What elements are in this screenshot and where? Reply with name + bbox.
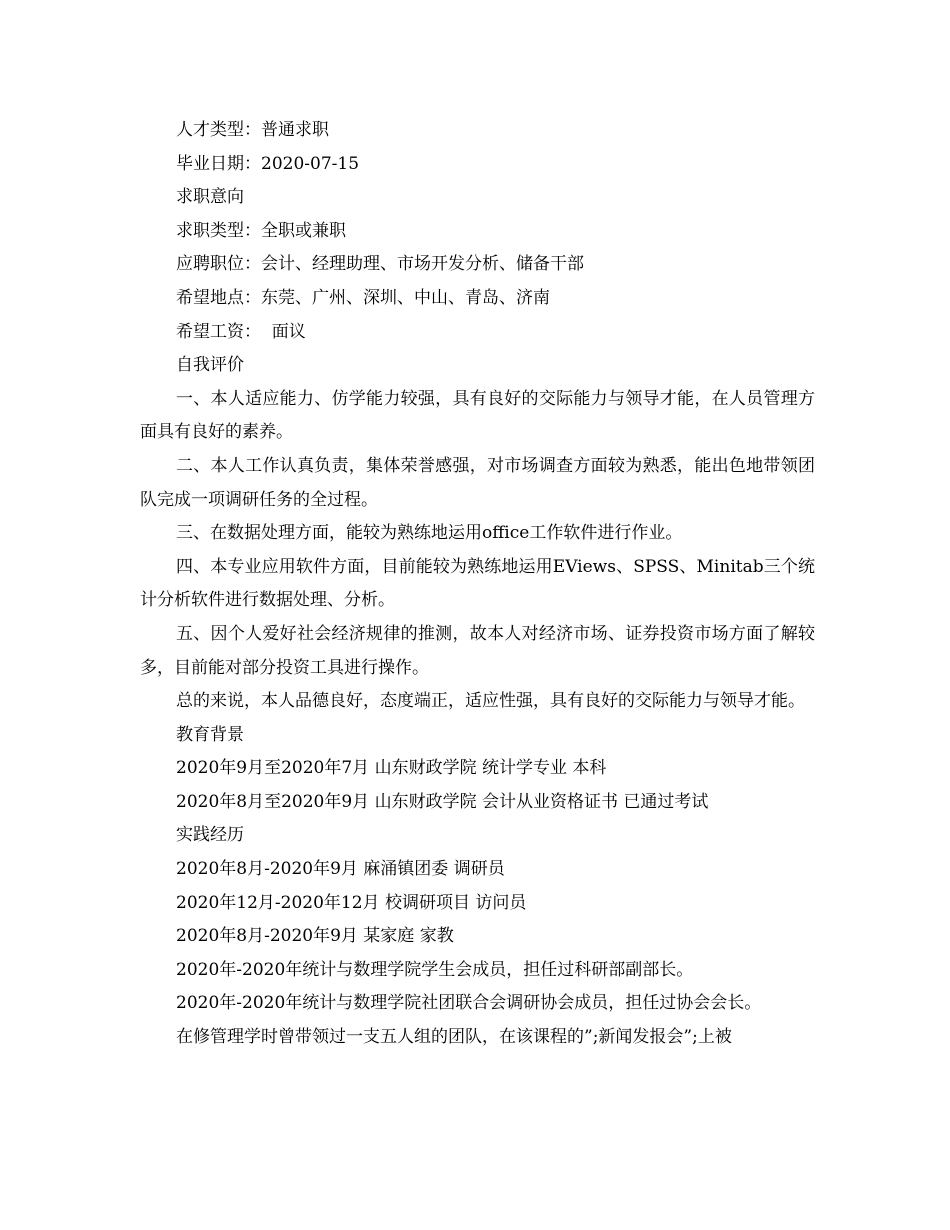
graduation-date-line: 毕业日期：2020-07-15 — [176, 153, 360, 174]
self-evaluation-summary: 总的来说，本人品德良好，态度端正，适应性强，具有良好的交际能力与领导才能。 — [176, 691, 805, 712]
job-type-line: 求职类型：全职或兼职 — [176, 220, 346, 241]
practice-item-2: 2020年12月-2020年12月 校调研项目 访问员 — [176, 892, 527, 913]
locations-line: 希望地点：东莞、广州、深圳、中山、青岛、济南 — [176, 287, 550, 308]
practice-item-1: 2020年8月-2020年9月 麻涌镇团委 调研员 — [176, 859, 505, 880]
self-evaluation-item-5: 五、因个人爱好社会经济规律的推测，故本人对经济市场、证券投资市场方面了解较多，目前能对部分投资工具进行操作。 — [140, 623, 815, 678]
practice-item-5: 2020年-2020年统计与数理学院社团联合会调研协会成员，担任过协会会长。 — [176, 993, 762, 1014]
practice-item-3: 2020年8月-2020年9月 某家庭 家教 — [176, 926, 454, 947]
self-evaluation-item-3: 三、在数据处理方面，能较为熟练地运用office工作软件进行作业。 — [176, 523, 683, 544]
self-evaluation-item-1: 一、本人适应能力、仿学能力较强，具有良好的交际能力与领导才能，在人员管理方面具有良好的素养。 — [140, 388, 815, 443]
self-evaluation-item-4: 四、本专业应用软件方面，目前能较为熟练地运用EViews、SPSS、Minitab三个统计分析软件进行数据处理、分析。 — [140, 556, 815, 611]
talent-type-line: 人才类型：普通求职 — [176, 120, 329, 140]
salary-line: 希望工资： 面议 — [176, 321, 306, 342]
education-item-2: 2020年8月至2020年9月 山东财政学院 会计从业资格证书 已通过考试 — [176, 791, 709, 812]
self-evaluation-item-2: 二、本人工作认真负责，集体荣誉感强，对市场调查方面较为熟悉，能出色地带领团队完成一项调研任务的全过程。 — [140, 455, 815, 510]
self-evaluation-heading: 自我评价 — [176, 355, 244, 376]
practice-item-4: 2020年-2020年统计与数理学院学生会成员，担任过科研部副部长。 — [176, 959, 694, 980]
positions-line: 应聘职位：会计、经理助理、市场开发分析、储备干部 — [176, 254, 584, 275]
job-intention-heading: 求职意向 — [176, 187, 244, 208]
resume-body — [140, 114, 815, 1055]
education-item-1: 2020年9月至2020年7月 山东财政学院 统计学专业 本科 — [176, 758, 607, 779]
practice-item-6: 在修管理学时曾带领过一支五人组的团队，在该课程的”;新闻发报会”;上被 — [176, 1027, 732, 1048]
practice-heading: 实践经历 — [176, 825, 244, 846]
education-heading: 教育背景 — [176, 724, 244, 745]
